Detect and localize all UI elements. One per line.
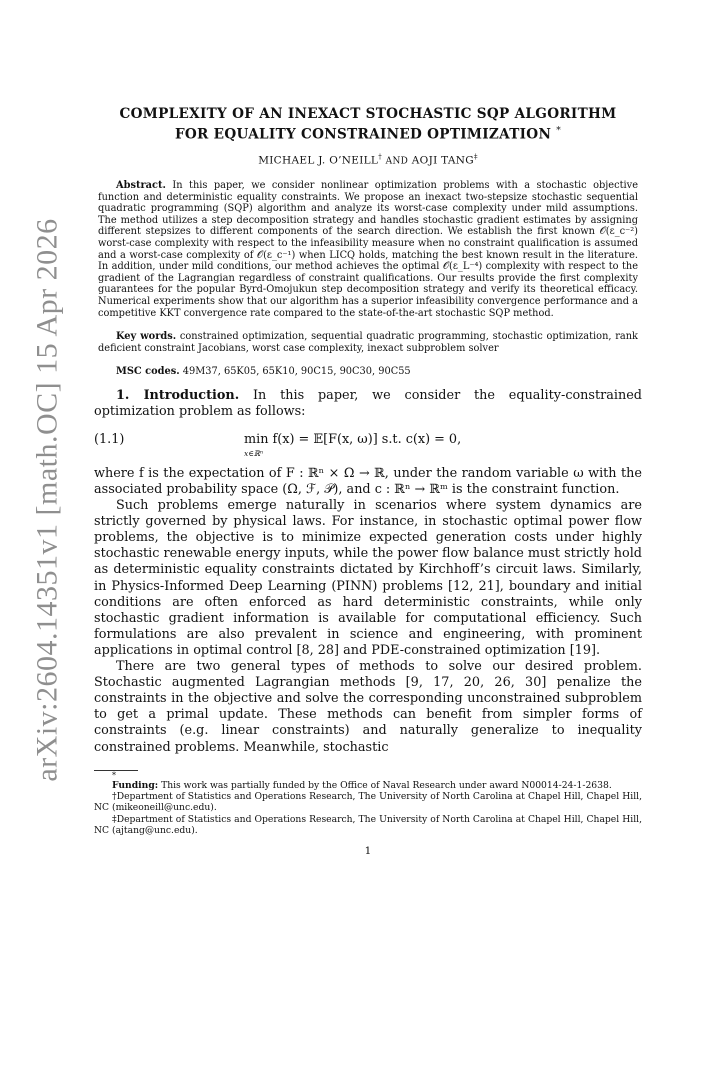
keywords-text: constrained optimization, sequential quadratic programming, stochastic optimization, rank deficient constraint Jacobians, worst case complexity, inexact subproblem solver [98, 331, 638, 354]
paragraph-2: Such problems emerge naturally in scenarios where system dynamics are strictly governed by physical laws. For instance, in stochastic optimal power flow problems, the objective is to minimize expected generation costs under highly stochastic renewable energy inputs, while the power flow balance must strictly hold as deterministic equality constraints dictated by Kirchhoff’s circuit laws. Similarly, in Physics-Informed Deep Learning (PINN) problems [12, 21], boundary and initial conditions are often enforced as hard deterministic constraints, while only stochastic gradient information is available for computational efficiency. Such formulations are also prevalent in science and engineering, with prominent applications in optimal control [8, 28] and PDE-constrained optimization [19]. [94, 498, 642, 658]
equation-number: (1.1) [94, 431, 125, 447]
funding-label: Funding: [112, 779, 159, 791]
author-list [94, 153, 642, 167]
title-line-2: FOR EQUALITY CONSTRAINED OPTIMIZATION [174, 126, 552, 143]
author-1-mark: † [378, 152, 383, 161]
paper-title [94, 106, 642, 144]
introduction-section [94, 388, 642, 420]
footnote-funding [94, 780, 642, 791]
footnote-star-mark: * [112, 770, 116, 780]
title-line-1: COMPLEXITY OF AN INEXACT STOCHASTIC SQP ALGORITHM [119, 106, 617, 122]
paragraph-3: There are two general types of methods to solve our desired problem. Stochastic augmented Lagrangian methods [9, 17, 20, 26, 30] penalize the constraints in the objective and solve the corresponding unconstrained subproblem to get a primal update. These methods can benefit from simpler forms of constraints (e.g. linear constraints) and naturally generalize to inequality constrained problems. Meanwhile, stochastic [94, 659, 642, 755]
section-intro-text: In this paper, we consider the equality-constrained optimization problem as follows: [94, 387, 642, 419]
footnote-author-2: ‡Department of Statistics and Operations Research, The University of North Carolina at Chapel Hill, Chapel Hill, NC (ajtang@unc.edu). [94, 813, 642, 837]
equation-body: min f(x) = 𝔼[F(x, ω)] s.t. c(x) = 0, [244, 431, 462, 447]
author-and: AND [385, 156, 409, 167]
author-2-mark: ‡ [473, 152, 478, 161]
keywords [94, 331, 642, 354]
msc-label: MSC codes. [116, 366, 180, 378]
title-footnote-mark: * [556, 126, 562, 136]
paper-page [94, 106, 642, 857]
abstract-label: Abstract. [116, 180, 166, 192]
section-heading: 1. Introduction. [116, 387, 240, 403]
abstract-text: In this paper, we consider nonlinear optimization problems with a stochastic objective function and deterministic equality constraints. We propose an inexact two-stepsize stochastic sequential quadratic programming (SQP) algorithm and analyze its worst-case complexity under mild assumptions. The method utilizes a step decomposition strategy and handles stochastic gradient estimates by assigning different stepsizes to different components of the search direction. We establish the first known 𝒪(ε_c⁻²) worst-case complexity with respect to the infeasibility measure when no constraint qualification is assumed and a worst-case complexity of 𝒪(ε_c⁻¹) when LICQ holds, matching the best known result in the literature. In addition, under mild conditions, our method achieves the optimal 𝒪(ε_L⁻⁴) complexity with respect to the gradient of the Lagrangian regardless of constraint qualifications. Our results provide the first complexity guarantees for the popular Byrd-Omojukun step decomposition strategy and verify its theoretical efficacy. Numerical experiments show that our algorithm has a superior infeasibility convergence performance and a competitive KKT convergence rate compared to the state-of-the-art stochastic SQP method. [98, 180, 638, 319]
equation-1-1 [94, 426, 642, 460]
footnote-author-1: †Department of Statistics and Operations Research, The University of North Carolina at Chapel Hill, Chapel Hill, NC (mikeoneill@unc.edu). [94, 791, 642, 814]
equation-subscript: x∈ℝⁿ [244, 448, 264, 458]
arxiv-side-stamp [18, 218, 78, 782]
funding-text: This work was partially funded by the Office of Naval Research under award N00014-24-1-2638. [161, 779, 612, 791]
arxiv-identifier: arXiv:2604.14351v1 [math.OC] 15 Apr 2026 [31, 218, 64, 782]
paragraph-after-equation: where f is the expectation of F : ℝⁿ × Ω → ℝ, under the random variable ω with the associated probability space (Ω, ℱ, 𝒫), and c : ℝⁿ → ℝᵐ is the constraint function. [94, 465, 642, 498]
msc-codes [94, 366, 642, 378]
msc-text: 49M37, 65K05, 65K10, 90C15, 90C30, 90C55 [182, 366, 411, 378]
page-number: 1 [364, 844, 372, 857]
author-1: MICHAEL J. O’NEILL [258, 154, 379, 167]
abstract [94, 180, 642, 319]
author-2: AOJI TANG [411, 154, 474, 167]
keywords-label: Key words. [116, 331, 177, 343]
